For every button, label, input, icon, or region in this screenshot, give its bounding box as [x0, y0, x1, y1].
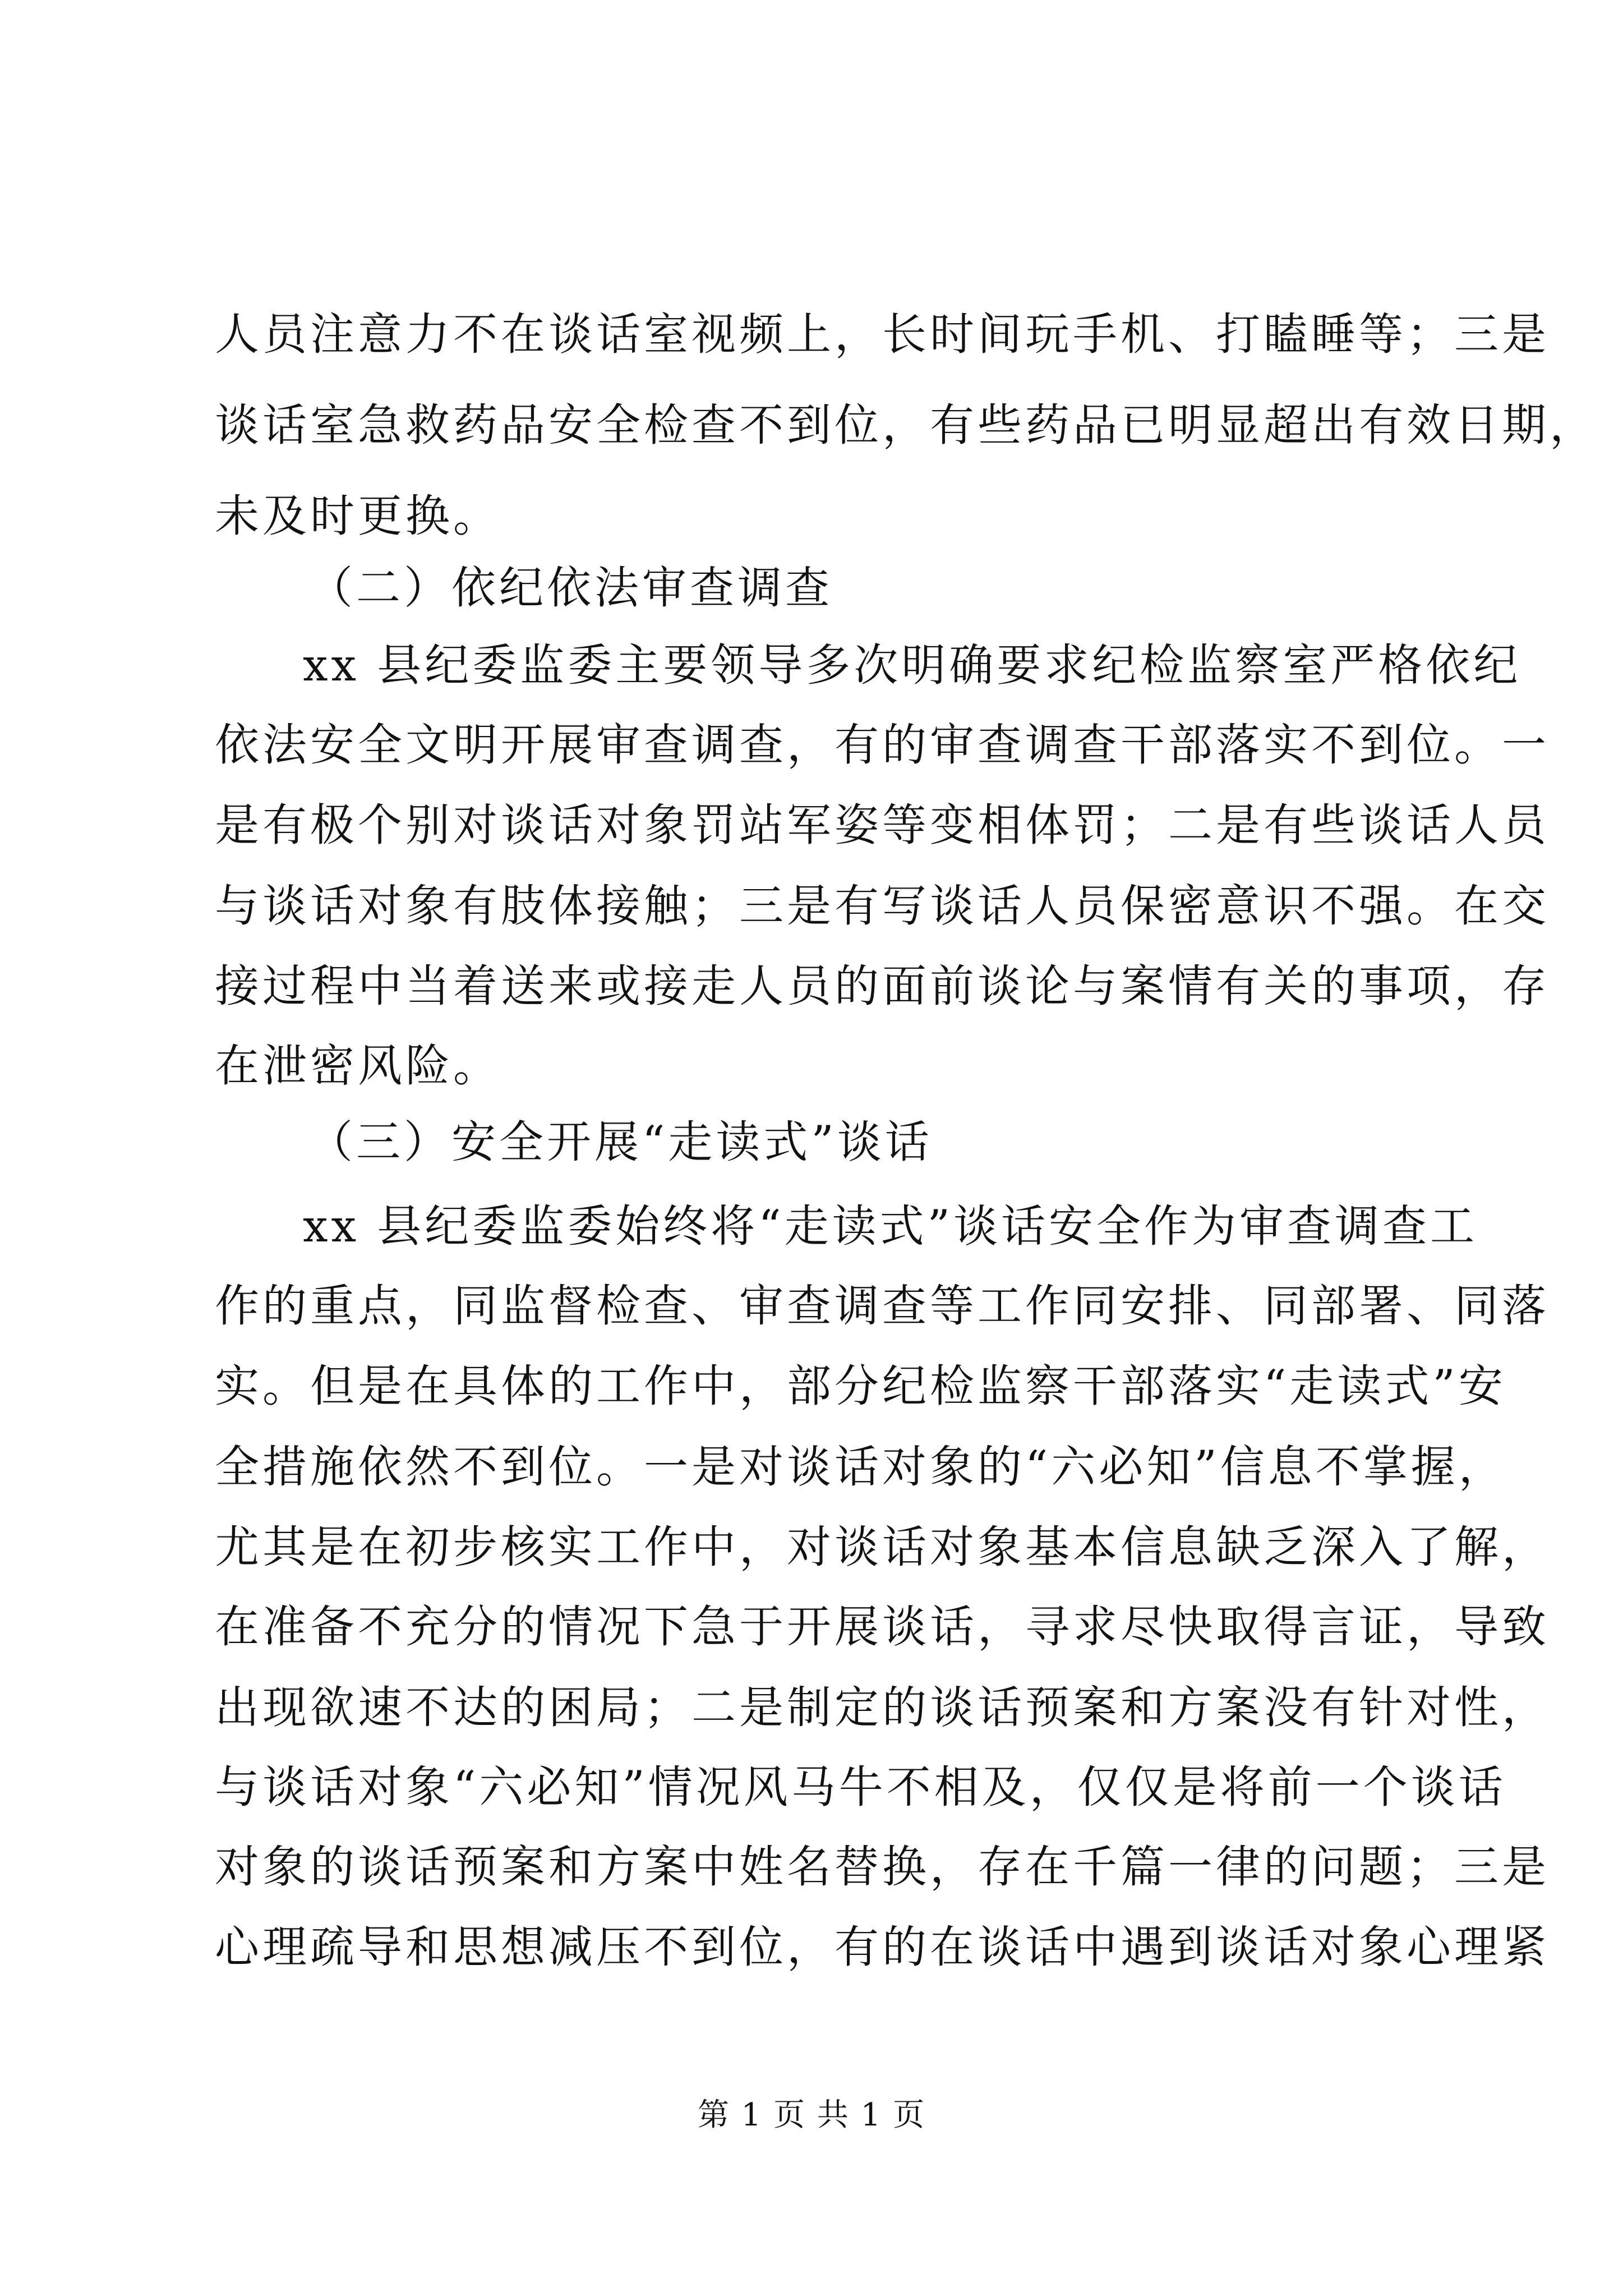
body-line: xx 县纪委监委始终将“走读式”谈话安全作为审查调查工 [303, 1200, 1478, 1252]
body-line: 在泄密风险。 [215, 1040, 501, 1092]
body-line: 与谈话对象“六必知”情况风马牛不相及，仅仅是将前一个谈话 [215, 1761, 1506, 1813]
body-line: 全措施依然不到位。一是对谈话对象的“六必知”信息不掌握， [215, 1441, 1506, 1493]
body-line: 在准备不充分的情况下急于开展谈话，寻求尽快取得言证，导致 [215, 1601, 1550, 1653]
section-heading: （三）安全开展“走读式”谈话 [308, 1116, 933, 1168]
body-line: xx 县纪委监委主要领导多次明确要求纪检监察室严格依纪 [303, 639, 1521, 691]
body-line: 出现欲速不达的困局；二是制定的谈话预案和方案没有针对性， [215, 1682, 1550, 1733]
body-line: 实。但是在具体的工作中，部分纪检监察干部落实“走读式”安 [215, 1360, 1506, 1412]
body-line: 心理疏导和思想减压不到位，有的在谈话中遇到谈话对象心理紧 [215, 1921, 1550, 1973]
body-line: 对象的谈话预案和方案中姓名替换，存在千篇一律的问题；三是 [215, 1841, 1550, 1893]
section-heading: （二）依纪依法审查调查 [308, 562, 833, 614]
body-line: 作的重点，同监督检查、审查调查等工作同安排、同部署、同落 [215, 1280, 1550, 1332]
body-line: 是有极个别对谈话对象罚站军姿等变相体罚；二是有些谈话人员 [215, 799, 1550, 851]
page-number-footer: 第 1 页 共 1 页 [697, 2097, 926, 2133]
body-line: 依法安全文明开展审查调查，有的审查调查干部落实不到位。一 [215, 719, 1550, 771]
body-line: 谈话室急救药品安全检查不到位，有些药品已明显超出有效日期， [215, 399, 1597, 451]
body-line: 接过程中当着送来或接走人员的面前谈论与案情有关的事项，存 [215, 960, 1550, 1012]
body-line: 尤其是在初步核实工作中，对谈话对象基本信息缺乏深入了解， [215, 1521, 1550, 1573]
body-line: 未及时更换。 [215, 490, 501, 542]
body-line: 人员注意力不在谈话室视频上，长时间玩手机、打瞌睡等；三是 [215, 309, 1550, 360]
body-line: 与谈话对象有肢体接触；三是有写谈话人员保密意识不强。在交 [215, 880, 1550, 932]
